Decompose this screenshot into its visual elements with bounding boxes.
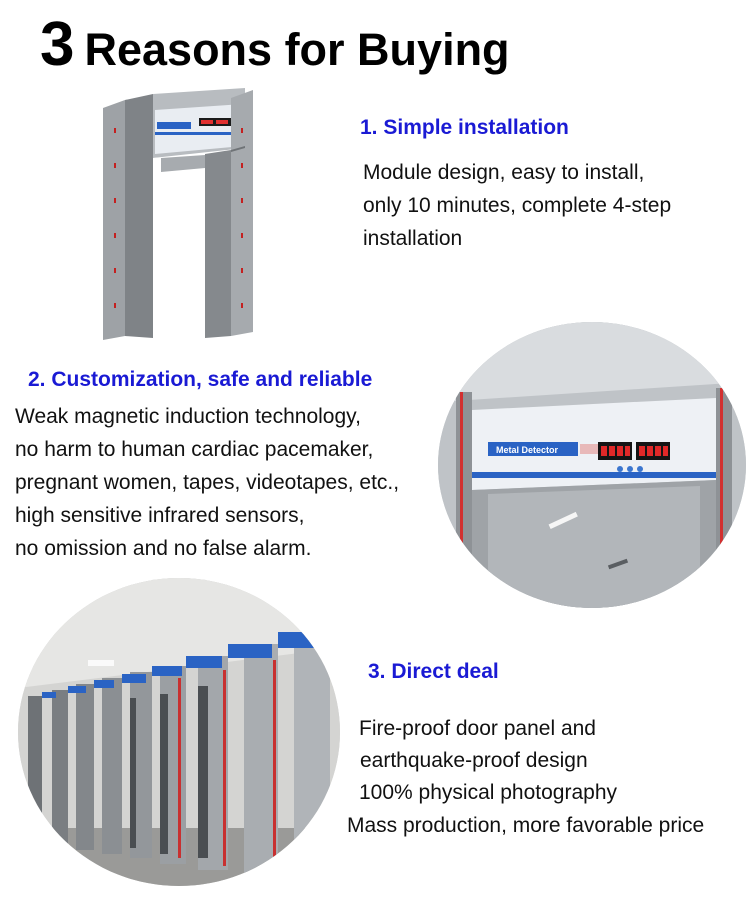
- section-2-line: no harm to human cardiac pacemaker,: [15, 438, 374, 461]
- section-3-line-2: earthquake-proof design: [360, 749, 588, 772]
- control-panel-photo: [438, 322, 746, 608]
- factory-photo: [18, 578, 340, 886]
- section-2-heading: 2. Customization, safe and reliable: [28, 368, 373, 391]
- metal-detector-image: [95, 88, 265, 346]
- title-number: 3: [40, 10, 75, 79]
- section-2-line: no omission and no false alarm.: [15, 537, 312, 560]
- panel-label: Metal Detector: [496, 445, 559, 455]
- section-3-line-4: Mass production, more favorable price: [347, 814, 705, 837]
- section-2-line: pregnant women, tapes, videotapes, etc.,: [15, 471, 400, 494]
- section-1-line: installation: [363, 227, 463, 250]
- section-3-line-1: Fire-proof door panel and: [359, 717, 596, 740]
- section-2-line: Weak magnetic induction technology,: [15, 405, 361, 428]
- section-2-body: [15, 400, 399, 565]
- section-1-line: Module design, easy to install,: [363, 161, 645, 184]
- section-3-heading: 3. Direct deal: [368, 660, 499, 683]
- section-1-heading: 1. Simple installation: [360, 116, 569, 139]
- section-2-line: high sensitive infrared sensors,: [15, 504, 305, 527]
- section-1-line: only 10 minutes, complete 4-step: [363, 194, 672, 217]
- section-1-body: [363, 156, 671, 255]
- page-title: [40, 10, 510, 79]
- section-3-line-3: 100% physical photography: [359, 781, 618, 804]
- title-text: Reasons for Buying: [84, 24, 510, 75]
